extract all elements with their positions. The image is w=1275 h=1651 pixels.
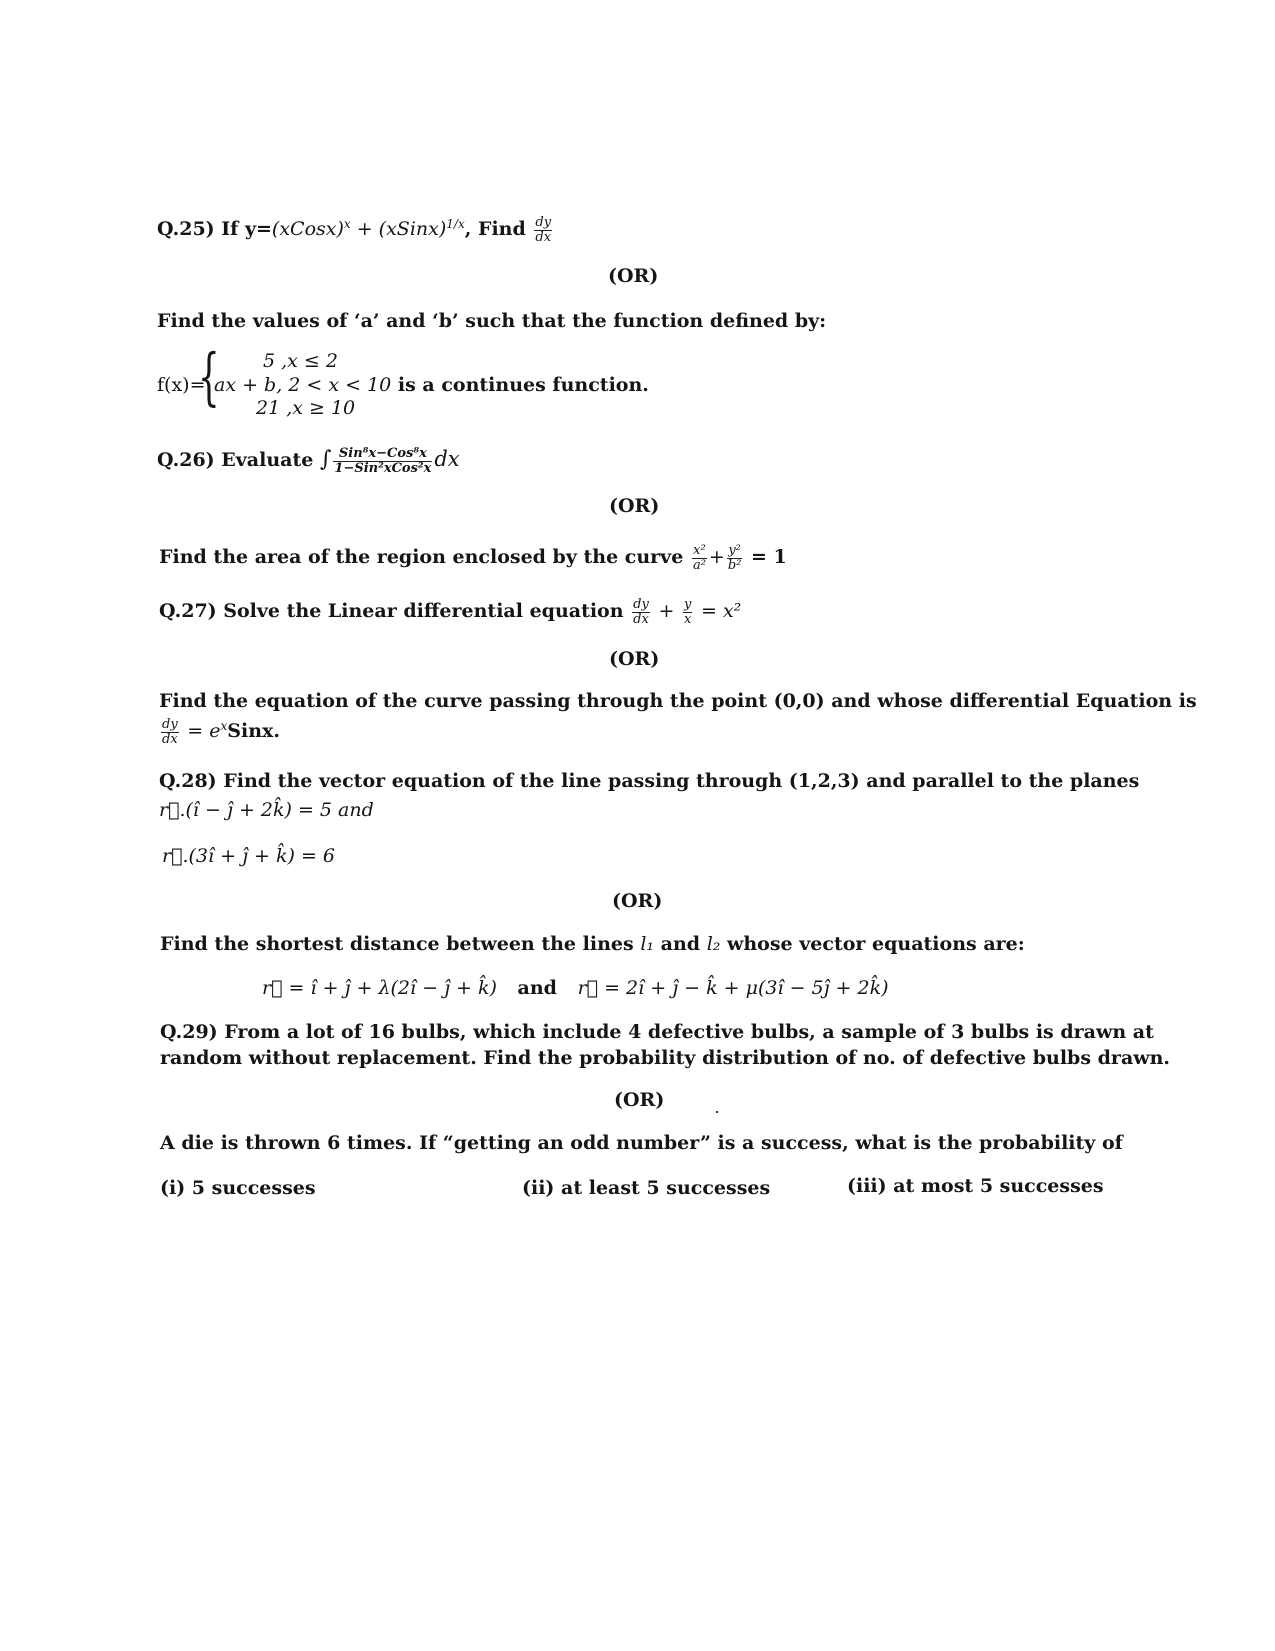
q26-fraction — [333, 447, 432, 475]
q25-question — [157, 216, 554, 244]
q26-or-prefix: Find the area of the region enclosed by the curve — [159, 546, 684, 569]
q25-case2-row — [214, 374, 649, 397]
q29-or-option-1: (i) 5 successes — [160, 1177, 316, 1199]
q28-or-line1 — [160, 933, 1025, 956]
q27-or-dy: dy — [162, 717, 178, 732]
q28-plane1: r⃗.(î − ĵ + 2k̂) = 5 and — [159, 799, 374, 821]
q26-den: 1−Sin²xCos²x — [334, 460, 432, 476]
q29-line2: random without replacement. Find the probability distribution of no. of defective bulbs drawn. — [160, 1047, 1171, 1069]
q25-expr1: (xCosx) — [271, 218, 344, 241]
q27-x: x — [684, 611, 692, 627]
q25-dy: dy — [535, 215, 552, 230]
q25-or-text: Find the values of ‘a’ and ‘b’ such that the function defined by: — [157, 310, 827, 332]
q26-prefix: Q.26) Evaluate — [157, 449, 314, 472]
q26-or-a2: a² — [692, 557, 706, 573]
q28-or-eq2: r⃗ = 2î + ĵ − k̂ + μ(3î − 5ĵ + 2k̂) — [577, 977, 889, 999]
q25-derivative — [534, 216, 552, 244]
q27-yx — [683, 598, 692, 626]
q27-question — [159, 598, 741, 626]
q26-or-y2: y² — [728, 543, 741, 558]
q25-dx: dx — [535, 229, 552, 245]
q29-or-line1: A die is thrown 6 times. If “getting an odd number” is a success, what is the probability of — [160, 1132, 1123, 1154]
or-label-2: (OR) — [609, 495, 660, 517]
q27-or-rhs-e: = e — [187, 720, 221, 743]
q27-prefix: Q.27) Solve the Linear differential equation — [159, 600, 624, 623]
q26-or-b2: b² — [727, 557, 742, 573]
q26-question — [157, 447, 460, 475]
q27-or-line2 — [159, 718, 280, 746]
q27-or-line1: Find the equation of the curve passing through the point (0,0) and whose differential Equation is — [159, 690, 1197, 712]
q28-or-and: and — [660, 933, 701, 955]
q25-case1: 5 ,x ≤ 2 — [263, 350, 338, 372]
q27-y: y — [684, 597, 692, 612]
q29-or-option-2: (ii) at least 5 successes — [522, 1177, 771, 1199]
q25-case3: 21 ,x ≥ 10 — [256, 397, 356, 419]
q25-exp2: 1/x — [446, 216, 465, 231]
q27-or-derivative — [161, 718, 179, 746]
q28-or-eq-and: and — [517, 977, 557, 999]
q27-or-rhs-sup: x — [220, 718, 228, 733]
q26-integral: ∫ — [319, 447, 332, 473]
q27-dx: dx — [633, 611, 649, 627]
q26-or-x2: x² — [693, 543, 706, 558]
q28-or-tail: whose vector equations are: — [727, 933, 1025, 955]
q27-dy: dy — [633, 597, 649, 612]
q28-or-prefix: Find the shortest distance between the lines — [160, 933, 634, 955]
stray-mark — [716, 1111, 718, 1113]
q25-exp1: x — [343, 216, 351, 231]
q27-or-dx: dx — [162, 731, 178, 747]
q25-case2-tail: is a continues function. — [397, 374, 649, 396]
piecewise-brace: { — [198, 340, 220, 413]
q26-or-text — [159, 544, 787, 572]
q26-num: Sin⁸x−Cos⁸x — [333, 447, 432, 462]
q27-derivative — [632, 598, 650, 626]
q27-or-rhs-tail: Sinx. — [227, 720, 280, 743]
q28-or-l1: l₁ — [640, 933, 655, 955]
q26-or-eq: = 1 — [751, 546, 787, 569]
or-label-4: (OR) — [612, 890, 663, 912]
q28-or-l2: l₂ — [706, 933, 721, 955]
or-label-3: (OR) — [609, 648, 660, 670]
q25-case2: ax + b, 2 < x < 10 — [214, 374, 392, 396]
q28-or-equations — [262, 977, 889, 1000]
q25-fx: f(x)= — [157, 374, 206, 396]
q27-rhs: = x² — [701, 600, 742, 623]
q25-plus: + — [350, 218, 379, 241]
q29-or-option-3: (iii) at most 5 successes — [847, 1175, 1104, 1197]
or-label-5: (OR) — [614, 1089, 665, 1111]
q27-plus: + — [658, 600, 675, 623]
q28-line1: Q.28) Find the vector equation of the line passing through (1,2,3) and parallel to the planes — [159, 770, 1140, 792]
q25-expr2: (xSinx) — [378, 218, 447, 241]
q26-or-plus: + — [708, 546, 725, 569]
q28-plane2: r⃗.(3î + ĵ + k̂) = 6 — [162, 845, 336, 867]
q25-find: , Find — [464, 218, 533, 241]
q25-prefix: Q.25) If y= — [157, 218, 272, 241]
or-label-1: (OR) — [608, 265, 659, 287]
q26-dx: dx — [434, 447, 460, 472]
q26-or-yfrac — [727, 544, 743, 572]
q29-line1: Q.29) From a lot of 16 bulbs, which include 4 defective bulbs, a sample of 3 bulbs is drawn at — [160, 1021, 1154, 1043]
q26-or-xfrac — [692, 544, 707, 572]
q28-or-eq1: r⃗ = î + ĵ + λ(2î − ĵ + k̂) — [262, 977, 497, 999]
